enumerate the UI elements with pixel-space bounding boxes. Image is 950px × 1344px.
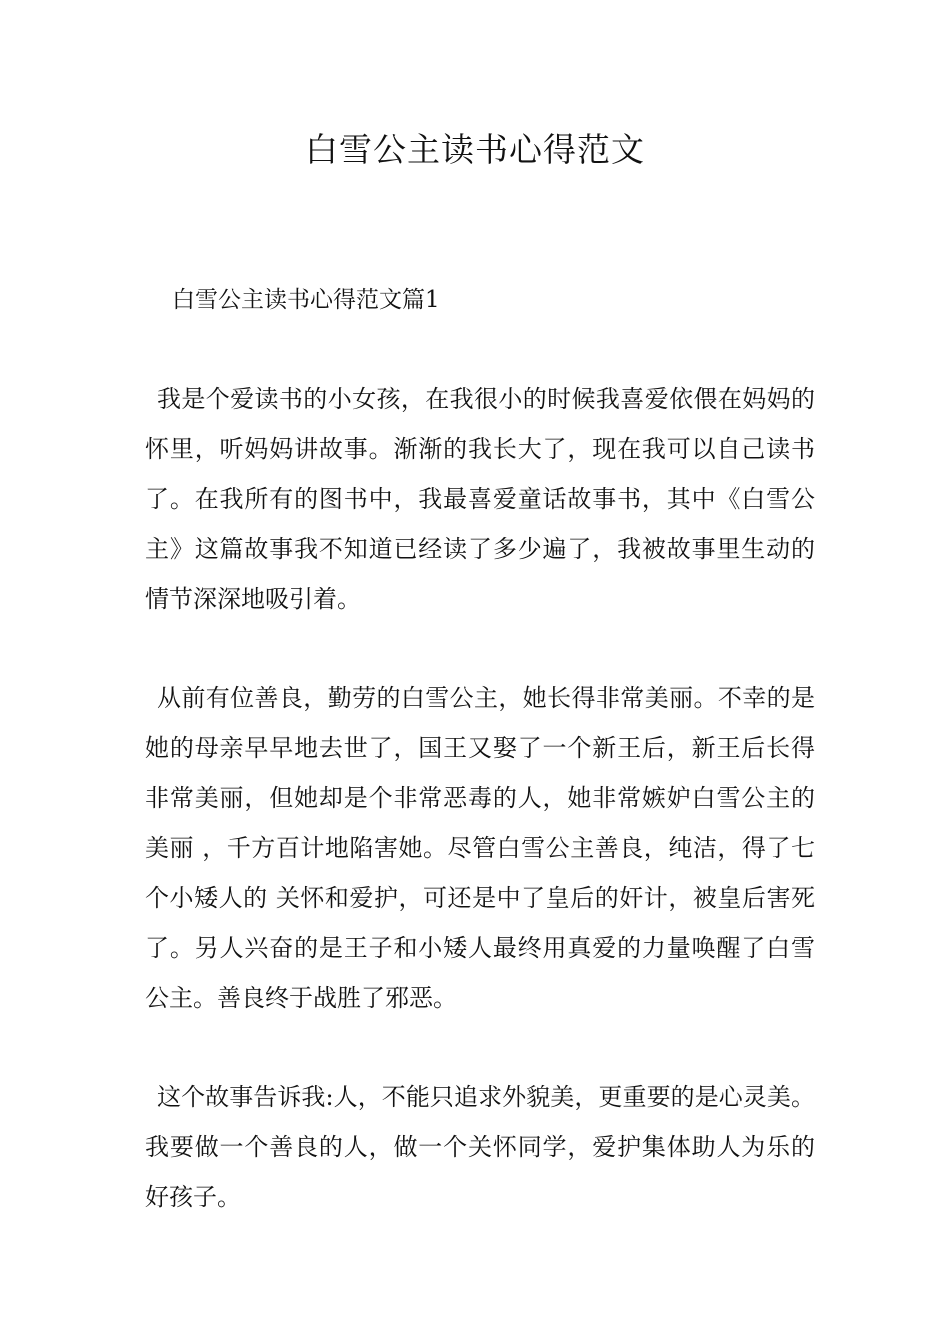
paragraph-1: 我是个爱读书的小女孩，在我很小的时候我喜爱依偎在妈妈的怀里，听妈妈讲故事。渐渐的我长大了，现在我可以自己读书了。在我所有的图书中，我最喜爱童话故事书，其中《白雪公主》这篇故事我不知道已经读了多少遍了，我被故事里生动的情节深深地吸引着。	[145, 385, 815, 613]
page-title: 白雪公主读书心得范文	[305, 130, 645, 169]
paragraph-2: 从前有位善良，勤劳的白雪公主，她长得非常美丽。不幸的是她的母亲早早地去世了，国王又娶了一个新王后，新王后长得非常美丽，但她却是个非常恶毒的人，她非常嫉妒白雪公主的美丽 ，千方百计地陷害她。尽管白雪公主善良，纯洁，得了七个小矮人的 关怀和爱护，可还是中了皇后的奸计，被皇后害死了。另人兴奋的是王子和小矮人最终用真爱的力量唤醒了白雪公主。善良终于战胜了邪恶。	[145, 684, 815, 1012]
section-heading: 白雪公主读书心得范文篇1	[172, 287, 440, 313]
paragraph-3: 这个故事告诉我:人，不能只追求外貌美，更重要的是心灵美。我要做一个善良的人，做一个关怀同学，爱护集体助人为乐的好孩子。	[145, 1083, 815, 1211]
